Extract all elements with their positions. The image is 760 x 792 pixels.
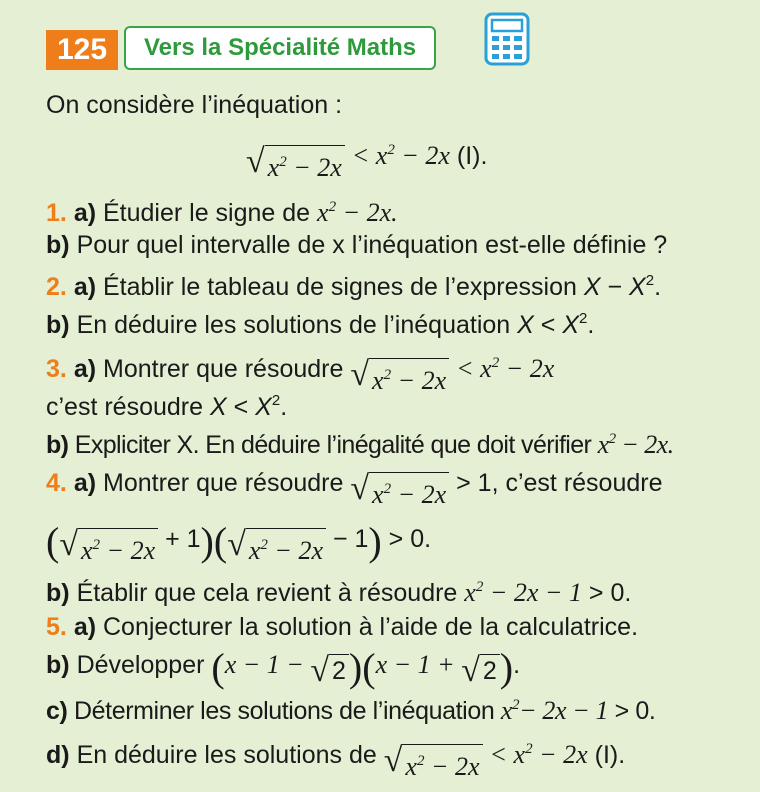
q3-a: 3. a) Montrer que résoudre √ $x^2 - 2x$ < $x^2 - 2x$ [46,354,555,395]
intro-text: On considère l’inéquation : [46,91,343,119]
calculator-icon [484,12,530,66]
q1-b: b) Pour quel intervalle de x l’inéquation est-elle définie ? [46,231,668,259]
main-inequation: √ $x^2 - 2x$ < $x^2 - 2x$ (I). [246,141,488,182]
q4-a: 4. a) Montrer que résoudre √ $x^2 - 2x$ > 1, c’est résoudre [46,469,663,509]
q5-c: c) Déterminer les solutions de l’inéquation $x^2- 2x - 1 > 0$. [46,696,656,725]
q2-a: 2. a) Établir le tableau de signes de l’expression $X - X^2$. [46,272,662,301]
q5-b: b) Développer (x − 1 − √ 2 )(x − 1 + √ 2 ). [46,645,521,690]
q2-b: b) En déduire les solutions de l’inéquation $X < X^2$. [46,310,595,339]
q3-b: b) Expliciter X. En déduire l’inégalité que doit vérifier $x^2 - 2x$. [46,430,674,459]
q5-d: d) En déduire les solutions de √ $x^2 - 2x$ < $x^2 - 2x$ (I). [46,740,626,781]
q3-a-cont: c’est résoudre $X < X^2$. [46,392,288,421]
section-title: Vers la Spécialité Maths [124,26,436,70]
exercise-number-badge: 125 [46,30,118,70]
q4-b: b) Établir que cela revient à résoudre $x^2 - 2x - 1 > 0$. [46,578,632,607]
q1-a: 1. a) Étudier le signe de $x^2 - 2x$. [46,198,398,227]
q4-a-expr: ( √ $x^2 - 2x$ + 1)( √ $x^2 - 2x$ − 1) > 0. [46,519,432,565]
q5-a: 5. a) Conjecturer la solution à l’aide de la calculatrice. [46,613,639,641]
